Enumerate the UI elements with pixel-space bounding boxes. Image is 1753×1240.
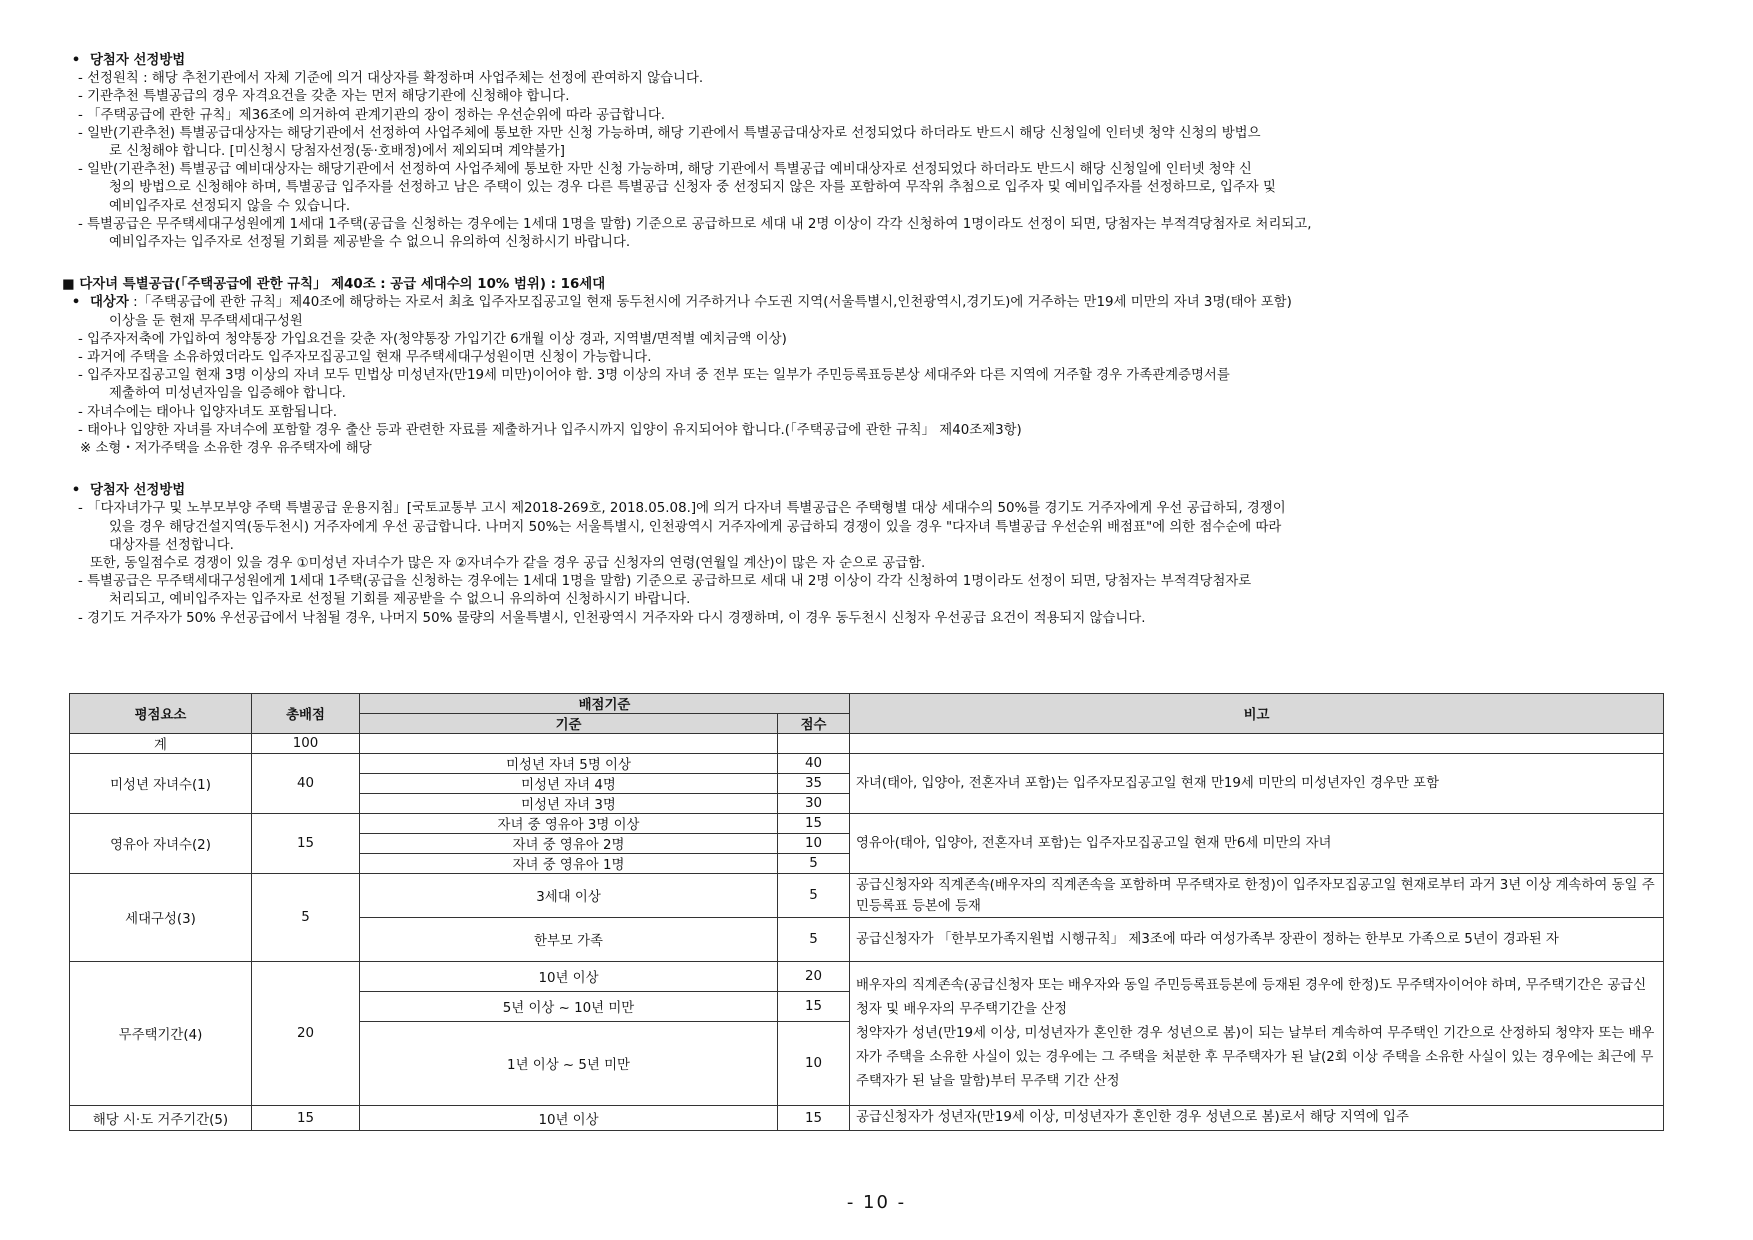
page-number: - 10 - <box>846 1192 907 1213</box>
score-cell: 10 <box>778 1022 850 1106</box>
heading-text: 당첨자 선정방법 <box>90 53 186 68</box>
score-cell: 5 <box>778 854 850 874</box>
text-line: 제출하여 미성년자임을 입증해야 합니다. <box>109 386 346 402</box>
remark-para: 배우자의 직계존속(공급신청자 또는 배우자와 동일 주민등록표등본에 등재된 경우에 한정)도 무주택자이어야 하며, 무주택기간은 공급신청자 및 배우자의 무주택기간을 산정 <box>856 977 1647 1017</box>
criteria-cell: 10년 이상 <box>360 1106 778 1131</box>
criteria-cell: 1년 이상 ~ 5년 미만 <box>360 1022 778 1106</box>
header-standard: 기준 <box>360 714 778 734</box>
remark-cell: 자녀(태아, 입양아, 전혼자녀 포함)는 입주자모집공고일 현재 만19세 미만의 미성년자인 경우만 포함 <box>850 754 1664 814</box>
criteria-cell: 자녀 중 영유아 3명 이상 <box>360 814 778 834</box>
target-label: 대상자 <box>90 295 129 311</box>
table-row <box>70 754 1664 774</box>
score-cell: 10 <box>778 834 850 854</box>
remark-cell <box>850 962 1664 1106</box>
factor-cell: 무주택기간(4) <box>70 962 252 1106</box>
text-line: - 과거에 주택을 소유하였더라도 입주자모집공고일 현재 무주택세대구성원이면 신청이 가능합니다. <box>78 350 652 366</box>
table-row <box>70 874 1664 918</box>
criteria-cell: 미성년 자녀 4명 <box>360 774 778 794</box>
remark-cell: 공급신청자가 성년자(만19세 이상, 미성년자가 혼인한 경우 성년으로 봄)로서 해당 지역에 입주 <box>850 1106 1664 1131</box>
section-title: ■ 다자녀 특별공급(「주택공급에 관한 규칙」 제40조 : 공급 세대수의 10% 범위) : 16세대 <box>62 277 606 293</box>
criteria-cell: 5년 이상 ~ 10년 미만 <box>360 992 778 1022</box>
score-cell: 5 <box>778 874 850 918</box>
table-header-row <box>70 694 1664 714</box>
score-cell: 5 <box>778 918 850 962</box>
total-cell: 40 <box>252 754 360 814</box>
empty-cell <box>778 734 850 754</box>
header-factor: 평점요소 <box>70 694 252 734</box>
text-line: - 태아나 입양한 자녀를 자녀수에 포함할 경우 출산 등과 관련한 자료를 제출하거나 입주시까지 입양이 유지되어야 합니다.(「주택공급에 관한 규칙」 제40조제3항) <box>78 422 1022 438</box>
text-line: - 경기도 거주자가 50% 우선공급에서 낙첨될 경우, 나머지 50% 물량의 서울특별시, 인천광역시 거주자와 다시 경쟁하며, 이 경우 동두천시 신청자 우선공급 요건이 적용되지 않습니다. <box>78 610 1146 626</box>
factor-cell: 영유아 자녀수(2) <box>70 814 252 874</box>
text-line: 청의 방법으로 신청해야 하며, 특별공급 입주자를 선정하고 남은 주택이 있는 경우 다른 특별공급 신청자 중 선정되지 않은 자를 포함하여 무작위 추첨으로 입주자 및 예비입주자를 선정하므로, 입주자 및 <box>109 180 1276 196</box>
target-line <box>62 294 1692 312</box>
total-cell: 15 <box>252 1106 360 1131</box>
heading-text: 당첨자 선정방법 <box>90 483 186 499</box>
header-criteria: 배점기준 <box>360 694 850 714</box>
bullet-icon: • <box>71 483 81 499</box>
total-cell: 15 <box>252 814 360 874</box>
remark-cell: 공급신청자와 직계존속(배우자의 직계존속을 포함하며 무주택자로 한정)이 입주자모집공고일 현재로부터 과거 3년 이상 계속하여 동일 주민등록표 등본에 등재 <box>850 874 1664 918</box>
remark-para: 청약자가 성년(만19세 이상, 미성년자가 혼인한 경우 성년으로 봄)이 되는 날부터 계속하여 무주택인 기간으로 산정하되 청약자 또는 배우자가 주택을 소유한 사실이 있는 경우에는 그 주택을 처분한 후 무주택자가 된 날(2회 이상 주택을 소유한 사실이 있는 경우에는 최근에 무주택자가 된 날을 말함)부터 무주택 기간 산정 <box>856 1025 1655 1089</box>
text-line: - 입주자모집공고일 현재 3명 이상의 자녀 모두 민법상 미성년자(만19세 미만)이어야 함. 3명 이상의 자녀 중 전부 또는 일부가 주민등록표등본상 세대주와 다른 지역에 거주할 경우 가족관계증명서를 <box>78 368 1230 384</box>
total-cell: 20 <box>252 962 360 1106</box>
score-cell: 40 <box>778 754 850 774</box>
score-cell: 15 <box>778 814 850 834</box>
section-heading <box>62 52 1692 70</box>
remark-cell: 영유아(태아, 입양아, 전혼자녀 포함)는 입주자모집공고일 현재 만6세 미만의 자녀 <box>850 814 1664 874</box>
text-line: 예비입주자는 입주자로 선정될 기회를 제공받을 수 없으니 유의하여 신청하시기 바랍니다. <box>109 235 631 251</box>
empty-cell <box>850 734 1664 754</box>
bullet-icon: • <box>71 53 81 68</box>
header-score: 점수 <box>778 714 850 734</box>
total-cell: 5 <box>252 874 360 962</box>
text-line: 처리되고, 예비입주자는 입주자로 선정될 기회를 제공받을 수 없으니 유의하여 신청하시기 바랍니다. <box>109 592 691 608</box>
bullet-icon: • <box>71 295 81 311</box>
text-line: - 일반(기관추천) 특별공급대상자는 해당기관에서 선정하여 사업주체에 통보한 자만 신청 가능하며, 해당 기관에서 특별공급대상자로 선정되었다 하더라도 반드시 해당 신청일에 인터넷 청약 신청의 방법으 <box>78 125 1261 141</box>
text-line: 있을 경우 해당건설지역(동두천시) 거주자에게 우선 공급합니다. 나머지 50%는 서울특별시, 인천광역시 거주자에게 공급하되 경쟁이 있을 경우 "다자녀 특별공급 우선순위 배점표"에 의한 점수순에 따라 <box>109 519 1282 535</box>
factor-cell: 미성년 자녀수(1) <box>70 754 252 814</box>
criteria-cell: 한부모 가족 <box>360 918 778 962</box>
text-line: 이상을 둔 현재 무주택세대구성원 <box>109 313 303 329</box>
header-total: 총배점 <box>252 694 360 734</box>
total-value: 100 <box>252 734 360 754</box>
text-line: - 기관추천 특별공급의 경우 자격요건을 갖춘 자는 먼저 해당기관에 신청해야 합니다. <box>78 89 570 105</box>
table-row <box>70 1106 1664 1131</box>
remark-cell: 공급신청자가 「한부모가족지원법 시행규칙」 제3조에 따라 여성가족부 장관이 정하는 한부모 가족으로 5년이 경과된 자 <box>850 918 1664 962</box>
text-line: - 자녀수에는 태아나 입양자녀도 포함됩니다. <box>78 404 337 420</box>
note-line: ※ 소형・저가주택을 소유한 경우 유주택자에 해당 <box>80 441 372 457</box>
criteria-cell: 미성년 자녀 3명 <box>360 794 778 814</box>
table-row <box>70 962 1664 992</box>
document-body <box>62 52 1692 628</box>
criteria-cell: 미성년 자녀 5명 이상 <box>360 754 778 774</box>
criteria-cell: 자녀 중 영유아 2명 <box>360 834 778 854</box>
total-label: 계 <box>70 734 252 754</box>
priority-score-table <box>69 693 1664 1131</box>
score-cell: 20 <box>778 962 850 992</box>
text-line: - 입주자저축에 가입하여 청약통장 가입요건을 갖춘 자(청약통장 가입기간 6개월 이상 경과, 지역별/면적별 예치금액 이상) <box>78 331 787 347</box>
text-line: - 선정원칙 : 해당 추천기관에서 자체 기준에 의거 대상자를 확정하며 사업주체는 선정에 관여하지 않습니다. <box>78 71 704 87</box>
header-remark: 비고 <box>850 694 1664 734</box>
text-line: - 「주택공급에 관한 규칙」제36조에 의거하여 관계기관의 장이 정하는 우선순위에 따라 공급합니다. <box>78 107 666 123</box>
section-heading <box>62 482 1692 500</box>
text-line: - 특별공급은 무주택세대구성원에게 1세대 1주택(공급을 신청하는 경우에는 1세대 1명을 말함) 기준으로 공급하므로 세대 내 2명 이상이 각각 신청하여 1명이라도 선정이 되면, 당첨자는 부적격당첨자로 <box>78 574 1252 590</box>
table-row <box>70 814 1664 834</box>
factor-cell: 세대구성(3) <box>70 874 252 962</box>
table-row <box>70 734 1664 754</box>
score-cell: 35 <box>778 774 850 794</box>
text-line: 대상자를 선정합니다. <box>109 537 234 553</box>
text-line: 또한, 동일점수로 경쟁이 있을 경우 ①미성년 자녀수가 많은 자 ②자녀수가 같을 경우 공급 신청자의 연령(연월일 계산)이 많은 자 순으로 공급함. <box>90 556 926 572</box>
target-text: :「주택공급에 관한 규칙」제40조에 해당하는 자로서 최초 입주자모집공고일 현재 동두천시에 거주하거나 수도권 지역(서울특별시,인천광역시,경기도)에 거주하는 만19세 미만의 자녀 3명(태아 포함) <box>128 295 1292 311</box>
score-cell: 30 <box>778 794 850 814</box>
text-line: 로 신청해야 합니다. [미신청시 당첨자선정(동·호배정)에서 제외되며 계약불가] <box>109 144 565 160</box>
criteria-cell: 3세대 이상 <box>360 874 778 918</box>
text-line: - 「다자녀가구 및 노부모부양 주택 특별공급 운용지침」[국토교통부 고시 제2018-269호, 2018.05.08.]에 의거 다자녀 특별공급은 주택형별 대상 세대수의 50%를 경기도 거주자에게 우선 공급하되, 경쟁이 <box>78 501 1286 517</box>
score-cell: 15 <box>778 992 850 1022</box>
score-cell: 15 <box>778 1106 850 1131</box>
factor-cell: 해당 시·도 거주기간(5) <box>70 1106 252 1131</box>
text-line: - 특별공급은 무주택세대구성원에게 1세대 1주택(공급을 신청하는 경우에는 1세대 1명을 말함) 기준으로 공급하므로 세대 내 2명 이상이 각각 신청하여 1명이라도 선정이 되면, 당첨자는 부적격당첨자로 처리되고, <box>78 216 1312 232</box>
criteria-cell: 10년 이상 <box>360 962 778 992</box>
text-line: - 일반(기관추천) 특별공급 예비대상자는 해당기관에서 선정하여 사업주체에 통보한 자만 신청 가능하며, 해당 기관에서 특별공급 예비대상자로 선정되었다 하더라도 반드시 해당 신청일에 인터넷 청약 신 <box>78 162 1252 178</box>
empty-cell <box>360 734 778 754</box>
text-line: 예비입주자로 선정되지 않을 수 있습니다. <box>109 198 351 214</box>
criteria-cell: 자녀 중 영유아 1명 <box>360 854 778 874</box>
